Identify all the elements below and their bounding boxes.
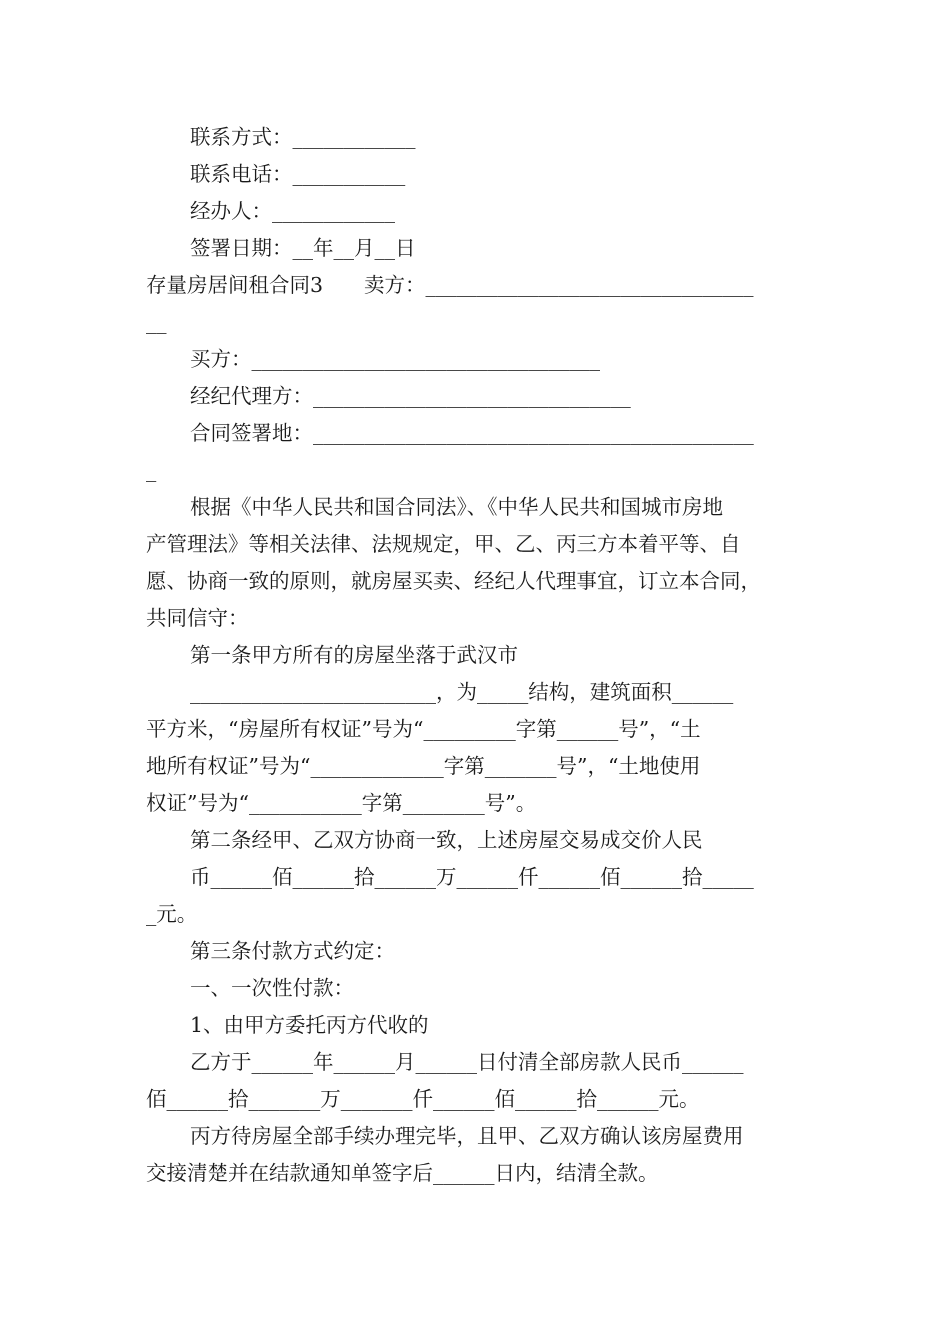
payment-date-line: 乙方于______年______月______日付清全部房款人民币______ (190, 1050, 744, 1074)
article-2-price-line: 币______佰______拾______万______仟______佰______拾_____ (190, 865, 754, 889)
contact-method-line: 联系方式：____________ (190, 125, 416, 149)
preamble-line-1: 根据《中华人民共和国合同法》、《中华人民共和国城市房地 (190, 495, 723, 519)
signing-place-line: 合同签署地：___________________________________________ (190, 421, 754, 445)
lump-sum-heading: 一、一次性付款： (190, 976, 354, 1000)
handler-line: 经办人：____________ (190, 199, 395, 223)
settlement-line-2: 交接清楚并在结款通知单签字后______日内，结清全款。 (146, 1161, 659, 1185)
lump-sum-item-1: 1、由甲方委托丙方代收的 (190, 1013, 429, 1037)
preamble-line-3: 愿、协商一致的原则，就房屋买卖、经纪人代理事宜，订立本合同， (146, 569, 761, 593)
settlement-line-1: 丙方待房屋全部手续办理完毕，且甲、乙双方确认该房屋费用 (190, 1124, 744, 1148)
article-1-line-4: 地所有权证”号为“_____________字第_______号”，“土地使用 (146, 754, 701, 778)
article-3-heading: 第三条付款方式约定： (190, 939, 395, 963)
article-1-line-3: 平方米，“房屋所有权证”号为“_________字第______号”，“土 (146, 717, 701, 741)
article-1-line-2: ________________________，为_____结构，建筑面积______ (190, 680, 734, 704)
contact-phone-line: 联系电话：___________ (190, 162, 406, 186)
agent-party-line: 经纪代理方：_______________________________ (190, 384, 631, 408)
preamble-line-2: 产管理法》等相关法律、法规规定，甲、乙、丙三方本着平等、自 (146, 532, 741, 556)
article-2-price-end: _元。 (146, 902, 198, 926)
contract-title-seller-line: 存量房居间租合同3 卖方：________________________________ (146, 273, 754, 297)
signing-place-continuation-line: _ (146, 458, 157, 482)
buyer-line: 买方：__________________________________ (190, 347, 600, 371)
article-1-heading: 第一条甲方所有的房屋坐落于武汉市 (190, 643, 518, 667)
seller-continuation-line: __ (146, 310, 167, 334)
payment-amount-line: 佰______拾_______万_______仟______佰______拾______元。 (146, 1087, 700, 1111)
article-2-heading: 第二条经甲、乙双方协商一致，上述房屋交易成交价人民 (190, 828, 703, 852)
sign-date-line: 签署日期：__年__月__日 (190, 236, 416, 260)
preamble-line-4: 共同信守： (146, 606, 249, 630)
article-1-line-5: 权证”号为“___________字第________号”。 (146, 791, 537, 815)
